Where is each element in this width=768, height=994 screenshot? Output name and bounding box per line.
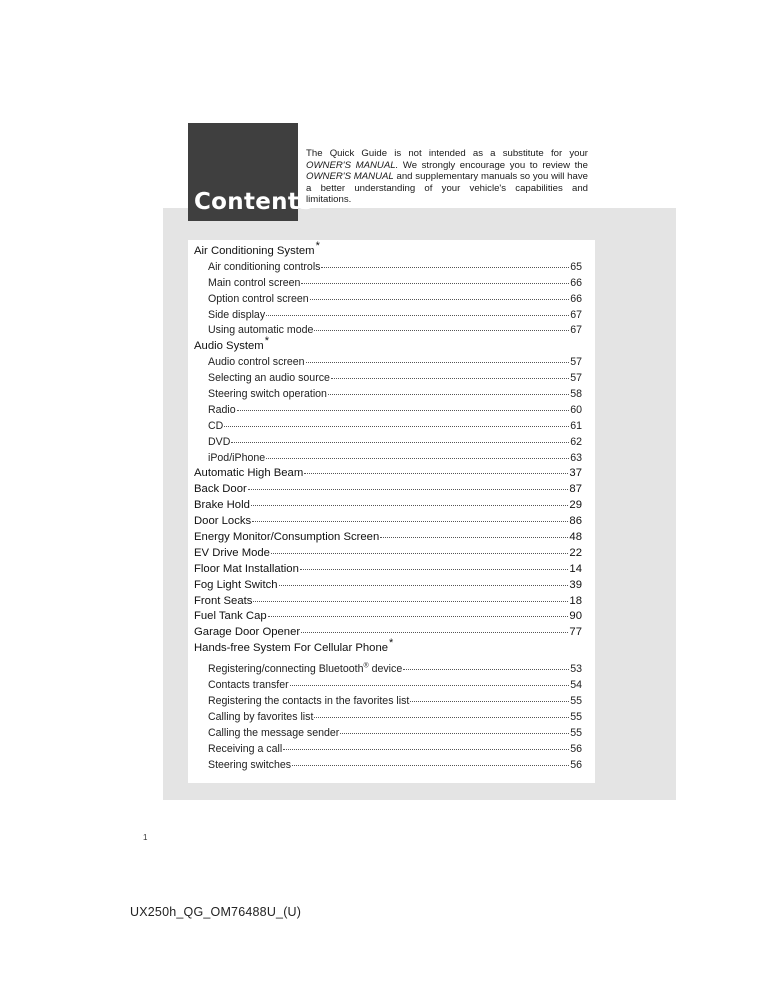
dot-leader [290, 685, 570, 686]
toc-entry-page-number: 53 [570, 663, 582, 676]
toc-entry-label [208, 404, 236, 416]
dot-leader [231, 442, 569, 443]
intro-text-2: We strongly encourage you to review the [398, 159, 588, 171]
toc-sub-entry[interactable] [194, 420, 582, 436]
toc-entry-label [194, 626, 300, 638]
toc-entry-page-number: 66 [570, 276, 582, 289]
toc-entry-label-text: Selecting an audio source [208, 372, 330, 385]
dot-leader [271, 553, 568, 554]
toc-entry-label-text: Registering the contacts in the favorites list [208, 695, 410, 708]
toc-heading-entry [194, 335, 582, 356]
toc-sub-entry[interactable] [194, 663, 582, 679]
asterisk-mark: * [389, 637, 394, 650]
toc-entry-label [208, 452, 265, 464]
toc-sub-entry[interactable] [194, 759, 582, 775]
toc-sub-entry[interactable] [194, 695, 582, 711]
intro-text-3: and supplementary manuals so you will have a better understanding of your vehicle's capabilities and limitations. [306, 171, 588, 206]
toc-entry-label [194, 610, 267, 622]
dot-leader [268, 616, 569, 617]
toc-entry-page-number: 54 [570, 679, 582, 692]
dot-leader [301, 632, 568, 633]
toc-heading-entry[interactable] [194, 499, 582, 515]
contents-title-block [188, 123, 314, 221]
intro-text-1: The Quick Guide is not intended as a substitute for your [306, 148, 588, 159]
dot-leader [292, 765, 569, 766]
toc-heading-entry[interactable] [194, 467, 582, 483]
toc-entry-page-number: 56 [570, 742, 582, 755]
toc-sub-entry[interactable] [194, 372, 582, 388]
toc-entry-label-text: Garage Door Opener [194, 626, 301, 639]
toc-entry-label [208, 388, 327, 400]
toc-entry-page-number: 39 [569, 578, 582, 591]
toc-entry-label-text: Floor Mat Installation [194, 562, 299, 575]
toc-entry-label-text: Calling by favorites list [208, 710, 314, 723]
toc-sub-entry[interactable] [194, 261, 582, 277]
toc-entry-label [208, 309, 265, 321]
toc-sub-entry[interactable] [194, 277, 582, 293]
toc-entry-label [208, 759, 291, 771]
toc-entry-page-number: 57 [570, 356, 582, 369]
registered-mark: ® [363, 662, 369, 670]
toc-entry-label [208, 261, 320, 273]
toc-sub-entry[interactable] [194, 436, 582, 452]
toc-heading-entry[interactable] [194, 483, 582, 499]
dot-leader [321, 267, 569, 268]
toc-heading-entry[interactable] [194, 595, 582, 611]
toc-entry-label-text: Steering switch operation [208, 388, 327, 401]
toc-entry-label [194, 579, 278, 591]
dot-leader [300, 569, 569, 570]
toc-sub-entry[interactable] [194, 743, 582, 759]
dot-leader [410, 701, 569, 702]
toc-entry-label-text: Steering switches [208, 758, 292, 771]
toc-entry-label [194, 595, 252, 607]
dot-leader [340, 733, 569, 734]
toc-entry-label-text: Main control screen [208, 276, 301, 289]
toc-entry-label-text: Fuel Tank Cap [194, 610, 267, 623]
toc-sub-entry[interactable] [194, 388, 582, 404]
toc-entry-label-text: Contacts transfer [208, 679, 289, 692]
dot-leader [251, 505, 569, 506]
toc-entry-label-text: Calling the message sender [208, 726, 340, 739]
toc-sub-entry[interactable] [194, 727, 582, 743]
dot-leader [310, 299, 570, 300]
toc-entry-label-text: Side display [208, 308, 266, 321]
toc-sub-entry[interactable] [194, 309, 582, 325]
toc-box [188, 240, 595, 783]
toc-entry-label-text: Air conditioning controls [208, 260, 321, 273]
toc-entry-label [208, 679, 289, 691]
toc-entry-label-text: Door Locks [194, 515, 252, 528]
toc-entry-label-text: Energy Monitor/Consumption Screen [194, 531, 380, 544]
toc-entry-page-number: 87 [569, 483, 582, 496]
toc-entry-label-text: Radio [208, 403, 236, 416]
toc-entry-label [194, 637, 394, 655]
toc-entry-label [208, 356, 305, 368]
toc-entry-label [194, 483, 247, 495]
toc-entry-label-text: Back Door [194, 483, 247, 496]
asterisk-mark: * [264, 335, 269, 348]
toc-entry-label [194, 531, 379, 543]
toc-entry-page-number: 55 [570, 695, 582, 708]
dot-leader [314, 330, 569, 331]
dot-leader [403, 669, 569, 670]
toc-entry-label-text: Audio System [194, 340, 264, 353]
dot-leader [283, 749, 569, 750]
toc-entry-label-text: Using automatic mode [208, 324, 314, 337]
toc-sub-entry[interactable] [194, 404, 582, 420]
dot-leader [237, 410, 570, 411]
toc-entry-page-number: 14 [569, 562, 582, 575]
toc-entry-page-number: 67 [570, 324, 582, 337]
page-title: Contents [194, 189, 314, 215]
toc-entry-page-number: 22 [569, 546, 582, 559]
toc-entry-page-number: 18 [569, 594, 582, 607]
toc-entry-page-number: 55 [570, 726, 582, 739]
toc-entry-label-text: Front Seats [194, 594, 253, 607]
toc-entry-label [208, 324, 313, 336]
dot-leader [328, 394, 569, 395]
toc-sub-entry[interactable] [194, 452, 582, 468]
toc-entry-page-number: 65 [570, 260, 582, 273]
toc-entry-label [194, 547, 270, 559]
toc-entry-page-number: 29 [569, 499, 582, 512]
dot-leader [224, 426, 569, 427]
toc-entry-label-text: Option control screen [208, 292, 309, 305]
toc-entry-label [208, 727, 339, 739]
page-number: 1 [143, 833, 148, 842]
toc-heading-entry[interactable] [194, 579, 582, 595]
dot-leader [248, 489, 569, 490]
toc-entry-label [208, 663, 402, 675]
toc-heading-entry [194, 240, 582, 261]
document-code: UX250h_QG_OM76488U_(U) [130, 905, 302, 919]
toc-entry-page-number: 63 [570, 451, 582, 464]
toc-entry-label-text: CD [208, 419, 224, 432]
toc-entry-label [208, 695, 409, 707]
dot-leader [304, 473, 568, 474]
dot-leader [279, 585, 569, 586]
toc-entry-page-number: 37 [569, 467, 582, 480]
toc-entry-label [208, 743, 282, 755]
intro-paragraph [306, 148, 588, 206]
dot-leader [253, 601, 568, 602]
intro-manual-ref-2: OWNER'S MANUAL [306, 171, 394, 183]
table-of-contents [194, 240, 582, 775]
toc-entry-label [208, 372, 330, 384]
toc-entry-label [194, 515, 251, 527]
toc-entry-label-text: Receiving a call [208, 742, 283, 755]
toc-entry-label-text: EV Drive Mode [194, 546, 270, 559]
toc-entry-page-number: 60 [570, 403, 582, 416]
toc-sub-entry[interactable] [194, 293, 582, 309]
intro-manual-ref-1: OWNER'S MANUAL. [306, 159, 399, 171]
dot-leader [301, 283, 569, 284]
toc-entry-label [194, 499, 250, 511]
toc-heading-entry[interactable] [194, 610, 582, 626]
toc-entry-label [194, 467, 303, 479]
toc-entry-label [208, 711, 313, 723]
toc-entry-label-text: Fog Light Switch [194, 578, 278, 591]
toc-heading-entry[interactable] [194, 531, 582, 547]
toc-entry-label-text: Registering/connecting Bluetooth [208, 663, 364, 676]
toc-entry-page-number: 90 [569, 610, 582, 623]
toc-entry-label [194, 240, 320, 257]
toc-entry-label-text: DVD [208, 435, 231, 448]
toc-entry-label [208, 420, 223, 432]
dot-leader [266, 315, 569, 316]
toc-entry-page-number: 57 [570, 372, 582, 385]
toc-entry-page-number: 56 [570, 758, 582, 771]
toc-entry-page-number: 62 [570, 435, 582, 448]
toc-entry-page-number: 77 [569, 626, 582, 639]
toc-entry-page-number: 86 [569, 515, 582, 528]
toc-entry-label-text: Audio control screen [208, 356, 305, 369]
toc-entry-label-suffix: device [368, 663, 403, 676]
toc-entry-label [208, 293, 309, 305]
dot-leader [380, 537, 568, 538]
toc-sub-entry[interactable] [194, 711, 582, 727]
toc-heading-entry[interactable] [194, 515, 582, 531]
toc-entry-page-number: 58 [570, 388, 582, 401]
toc-heading-entry [194, 637, 582, 663]
toc-heading-entry[interactable] [194, 547, 582, 563]
toc-heading-entry[interactable] [194, 563, 582, 579]
toc-entry-label-text: Hands-free System For Cellular Phone [194, 642, 389, 655]
asterisk-mark: * [315, 240, 320, 252]
toc-entry-label [194, 563, 299, 575]
toc-entry-page-number: 48 [569, 531, 582, 544]
dot-leader [266, 458, 569, 459]
toc-entry-page-number: 67 [570, 308, 582, 321]
toc-entry-label [208, 277, 300, 289]
toc-sub-entry[interactable] [194, 679, 582, 695]
toc-entry-page-number: 66 [570, 292, 582, 305]
toc-entry-label [208, 436, 230, 448]
toc-heading-entry[interactable] [194, 626, 582, 642]
toc-entry-label-text: Brake Hold [194, 499, 250, 512]
toc-entry-page-number: 61 [570, 419, 582, 432]
toc-entry-label-text: iPod/iPhone [208, 451, 266, 464]
dot-leader [306, 362, 570, 363]
toc-entry-label-text: Air Conditioning System [194, 245, 315, 257]
dot-leader [314, 717, 569, 718]
toc-entry-label [194, 335, 269, 353]
toc-entry-page-number: 55 [570, 710, 582, 723]
toc-entry-label-text: Automatic High Beam [194, 467, 304, 480]
toc-sub-entry[interactable] [194, 324, 582, 340]
dot-leader [331, 378, 569, 379]
dot-leader [252, 521, 568, 522]
toc-sub-entry[interactable] [194, 356, 582, 372]
